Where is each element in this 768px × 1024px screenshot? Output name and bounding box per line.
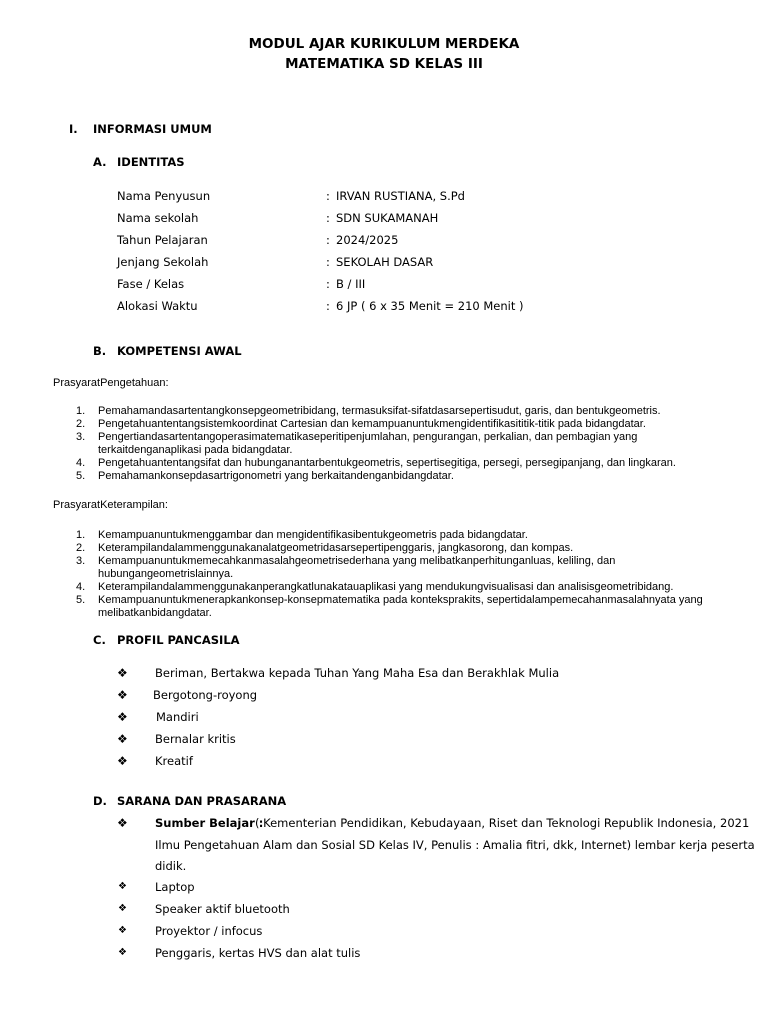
small-diamond-bullet-icon: ❖	[118, 947, 127, 958]
list-item: Pengetahuantentangsifat dan hubunganantarbentukgeometris, sepertisegitiga, persegi, persegipanjang, dan lingkaran.	[98, 457, 676, 469]
list-item: Pemahamandasartentangkonsepgeometribidang, termasuksifat-sifatdasarsepertisudut, garis, dan bentukgeometris.	[98, 405, 661, 417]
identity-separator: :	[326, 189, 330, 203]
prasyarat-keterampilan-heading: PrasyaratKeterampilan:	[53, 499, 168, 511]
sumber-belajar-text: didik.	[155, 859, 187, 873]
list-item: Keterampilandalammenggunakanalatgeometridasarsepertipenggaris, jangkasorong, dan kompas.	[98, 542, 574, 554]
subsection-heading: KOMPETENSI AWAL	[117, 344, 242, 358]
diamond-bullet-icon: ❖	[117, 666, 128, 680]
sarana-item: Laptop	[155, 880, 195, 894]
list-item-continuation: melibatkanbidangdatar.	[98, 607, 212, 619]
subsection-heading: PROFIL PANCASILA	[117, 633, 240, 647]
document-title-line1: MODUL AJAR KURIKULUM MERDEKA	[248, 36, 520, 52]
list-number: 1.	[76, 529, 86, 541]
list-number: 2.	[76, 542, 86, 554]
identity-value: 2024/2025	[336, 233, 399, 247]
identity-key: Nama Penyusun	[117, 189, 211, 203]
profil-item: Beriman, Bertakwa kepada Tuhan Yang Maha Esa dan Berakhlak Mulia	[155, 666, 560, 680]
sarana-item: Speaker aktif bluetooth	[155, 902, 290, 916]
small-diamond-bullet-icon: ❖	[118, 903, 127, 914]
profil-item: Bergotong-royong	[153, 688, 258, 702]
identity-separator: :	[326, 277, 330, 291]
identity-key: Tahun Pelajaran	[117, 233, 208, 247]
list-item: Pengertiandasartentangoperasimatematikaseperitipenjumlahan, pengurangan, perkalian, dan pembagian yang	[98, 431, 638, 443]
profil-item: Mandiri	[156, 710, 199, 724]
small-diamond-bullet-icon: ❖	[118, 925, 127, 936]
diamond-bullet-icon: ❖	[117, 688, 128, 702]
list-item-continuation: terkaitdenganaplikasi pada bidangdatar.	[98, 444, 293, 456]
prasyarat-pengetahuan-heading: PrasyaratPengetahuan:	[53, 377, 169, 389]
list-number: 5.	[76, 594, 86, 606]
list-number: 4.	[76, 457, 86, 469]
list-item: Kemampuanuntukmemecahkanmasalahgeometrisederhana yang melibatkanperhitunganluas, keliling, dan	[98, 555, 616, 567]
list-item: Kemampuanuntukmenggambar dan mengidentifikasibentukgeometris pada bidangdatar.	[98, 529, 528, 541]
diamond-bullet-icon: ❖	[117, 754, 128, 768]
sumber-belajar-text: ( Kementerian Pendidikan, Kebudayaan, Riset dan Teknologi Republik Indonesia, 2021	[255, 816, 750, 830]
identity-value: SDN SUKAMANAH	[336, 211, 439, 225]
list-item: Kemampuanuntukmenerapkankonsep-konsepmatematika pada konteksprakits, sepertidalampemecahanmasalahnyata yang	[98, 594, 703, 606]
sumber-belajar-text: Ilmu Pengetahuan Alam dan Sosial SD Kelas IV, Penulis : Amalia fitri, dkk, Internet) lembar kerja peserta	[155, 838, 755, 852]
diamond-bullet-icon: ❖	[117, 732, 128, 746]
subsection-number: C.	[93, 633, 106, 647]
list-number: 3.	[76, 431, 86, 443]
identity-value: SEKOLAH DASAR	[336, 255, 434, 269]
sarana-item: Penggaris, kertas HVS dan alat tulis	[155, 946, 361, 960]
document-title-line2: MATEMATIKA SD KELAS III	[285, 56, 483, 72]
identity-value: 6 JP ( 6 x 35 Menit = 210 Menit )	[336, 299, 524, 313]
list-item-continuation: hubungangeometrislainnya.	[98, 568, 234, 580]
list-number: 1.	[76, 405, 86, 417]
list-item: Pengetahuantentangsistemkoordinat Cartesian dan kemampuanuntukmengidentifikasititik-titik pada bidangdatar.	[98, 418, 646, 430]
identity-key: Nama sekolah	[117, 211, 199, 225]
list-number: 3.	[76, 555, 86, 567]
identity-separator: :	[326, 233, 330, 247]
diamond-bullet-icon: ❖	[117, 710, 128, 724]
subsection-number: A.	[93, 155, 107, 169]
list-number: 2.	[76, 418, 86, 430]
subsection-number: B.	[93, 344, 107, 358]
subsection-heading: IDENTITAS	[117, 155, 185, 169]
section-heading: INFORMASI UMUM	[93, 122, 212, 136]
profil-item: Kreatif	[155, 754, 193, 768]
profil-item: Bernalar kritis	[155, 732, 236, 746]
identity-separator: :	[326, 211, 330, 225]
list-item: Keterampilandalammenggunakanperangkatlunakatauaplikasi yang mendukungvisualisasi dan analisisgeometribidang.	[98, 581, 674, 593]
identity-separator: :	[326, 299, 330, 313]
identity-key: Jenjang Sekolah	[117, 255, 209, 269]
identity-value: B / III	[336, 277, 366, 291]
sumber-belajar-label: Sumber Belajar :	[155, 816, 264, 830]
identity-separator: :	[326, 255, 330, 269]
sarana-item: Proyektor / infocus	[155, 924, 263, 938]
diamond-bullet-icon: ❖	[117, 816, 128, 830]
list-number: 4.	[76, 581, 86, 593]
identity-key: Fase / Kelas	[117, 277, 185, 291]
small-diamond-bullet-icon: ❖	[118, 881, 127, 892]
subsection-number: D.	[93, 794, 107, 808]
list-number: 5.	[76, 470, 86, 482]
identity-value: IRVAN RUSTIANA, S.Pd	[336, 189, 465, 203]
section-number: I.	[69, 122, 78, 136]
identity-key: Alokasi Waktu	[117, 299, 198, 313]
list-item: Pemahamankonsepdasartrigonometri yang berkaitandenganbidangdatar.	[98, 470, 454, 482]
subsection-heading: SARANA DAN PRASARANA	[117, 794, 287, 808]
